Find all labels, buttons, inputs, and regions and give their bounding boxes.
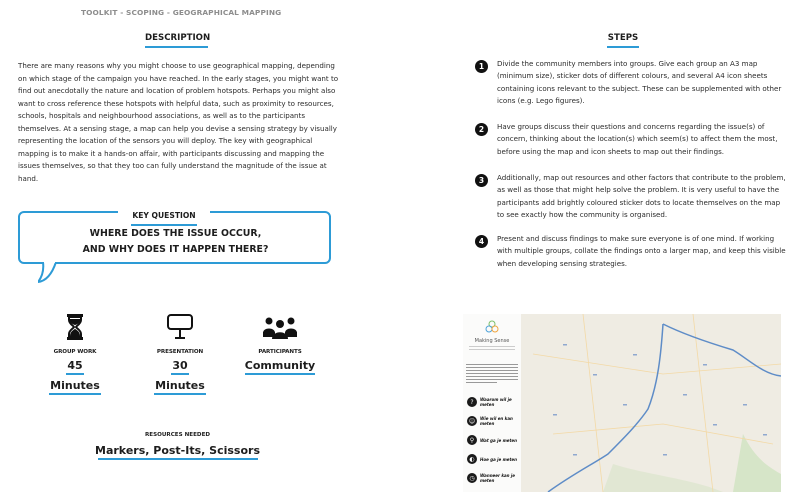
map-legend-label: Wie wil en kan meten xyxy=(480,416,513,426)
map-legend-item xyxy=(467,416,519,426)
stat-underline xyxy=(49,393,101,395)
key-question-text xyxy=(20,226,331,257)
steps-heading xyxy=(607,33,639,48)
step-text: Present and discuss findings to make sure everyone is of one mind. If working with multiple groups, collate the findings onto a larger map, and keep this visible when developing sensing strategies. xyxy=(497,234,786,268)
step-item xyxy=(475,60,795,108)
map-legend-item xyxy=(467,435,519,445)
resources-label: RESOURCES NEEDED xyxy=(144,432,211,438)
step-item xyxy=(475,174,795,222)
key-question-line-1: WHERE DOES THE ISSUE OCCUR, xyxy=(89,228,262,239)
speech-bubble-tail xyxy=(38,262,68,284)
description-heading xyxy=(145,33,211,48)
step-text: Additionally, map out resources and other factors that contribute to the problem, as well as those that might help solve the problem. It is very useful to have the participants add brightly coloured sticker dots to locate themselves on the map to see exactly how the community is organised. xyxy=(497,173,786,220)
stat-underline xyxy=(66,373,84,375)
map-subtitle-lines xyxy=(469,346,515,352)
map-legend-item xyxy=(467,473,519,483)
map-sidebar xyxy=(463,314,521,492)
step-text: Have groups discuss their questions and concerns regarding the issue(s) of concern, thinking about the location(s) which seem(s) to affect them the most, before using the map and icon sheets to map out their findings. xyxy=(497,122,778,156)
stat-underline xyxy=(245,373,315,375)
step-number-badge: 1 xyxy=(475,60,488,73)
stat-underline xyxy=(171,373,189,375)
resources-value: Markers, Post-Its, Scissors xyxy=(95,444,260,457)
step-item xyxy=(475,123,795,158)
map-legend-label: Wat ga je meten xyxy=(480,437,517,443)
step-text: Divide the community members into groups. Give each group an A3 map (minimum size), sticker dots of different colours, and several A4 icon sheets containing icons relevant to the subject. These can be supplemented with other icons (e.g. Lego figures). xyxy=(497,59,782,106)
stat-value: Community xyxy=(244,359,316,372)
people-group-icon xyxy=(240,310,320,340)
stat-label: GROUP WORK xyxy=(53,349,97,355)
stat-group-work xyxy=(40,310,110,395)
map-legend-label: Waarom wil je meten xyxy=(480,397,512,407)
clock-icon: ◷ xyxy=(467,473,477,483)
breadcrumb: TOOLKIT - SCOPING - GEOGRAPHICAL MAPPING xyxy=(81,8,282,17)
map-legend-item xyxy=(467,454,519,464)
step-number-badge: 4 xyxy=(475,235,488,248)
stat-value-number: 30 xyxy=(172,359,188,372)
stat-value-number: 45 xyxy=(67,359,83,372)
step-number-badge: 3 xyxy=(475,174,488,187)
stat-label: PRESENTATION xyxy=(156,349,204,355)
stat-value-unit: Minutes xyxy=(155,379,205,392)
stat-value-unit: Minutes xyxy=(50,379,100,392)
resources-underline xyxy=(98,458,258,460)
stat-underline xyxy=(154,393,206,395)
map-example-image xyxy=(463,314,781,492)
question-icon: ? xyxy=(467,397,477,407)
description-body: There are many reasons why you might choose to use geographical mapping, depending on which stage of the campaign you have reached. In the early stages, you might want to find out anecdotally the nature and location of problem hotspots. Perhaps you might also want to cross reference these hotspots with helpful data, such as proximity to resources, schools, hospitals and neighbourhood associations, as well as to the participants themselves. At a sensing stage, a map can help you devise a sensing strategy by visually representing the location of the sensors you will deploy. The key with geographical mapping is to make it a hands-on affair, with participants discussing and mapping the issues themselves, so that they too can fully understand the magnitude of the issue at hand. xyxy=(18,61,339,183)
magnifier-icon: ⚲ xyxy=(467,435,477,445)
step-item xyxy=(475,235,795,270)
description-underline xyxy=(145,46,208,48)
globe-icon: ◐ xyxy=(467,454,477,464)
map-paragraph-lines xyxy=(466,364,518,385)
description-title: DESCRIPTION xyxy=(145,33,211,43)
key-question-label: KEY QUESTION xyxy=(132,211,196,220)
people-icon: ☺ xyxy=(468,417,476,425)
map-legend-label: Hoe ga je meten xyxy=(480,456,517,462)
key-question-line-2: AND WHY DOES IT HAPPEN THERE? xyxy=(82,243,269,255)
steps-title: STEPS xyxy=(607,33,639,43)
stat-participants xyxy=(240,310,320,375)
making-sense-logo-icon xyxy=(485,320,499,334)
steps-underline xyxy=(607,46,639,48)
map-brand-name: Making Sense xyxy=(474,338,510,344)
hourglass-icon xyxy=(40,310,110,340)
map-legend-item xyxy=(467,397,519,407)
resources-needed xyxy=(90,432,265,460)
map-legend-label: Wanneer kan je meten xyxy=(480,473,516,483)
stat-presentation xyxy=(145,310,215,395)
presentation-screen-icon xyxy=(145,310,215,340)
step-number-badge: 2 xyxy=(475,123,488,136)
stat-label: PARTICIPANTS xyxy=(258,349,302,355)
key-question-heading xyxy=(118,203,210,226)
